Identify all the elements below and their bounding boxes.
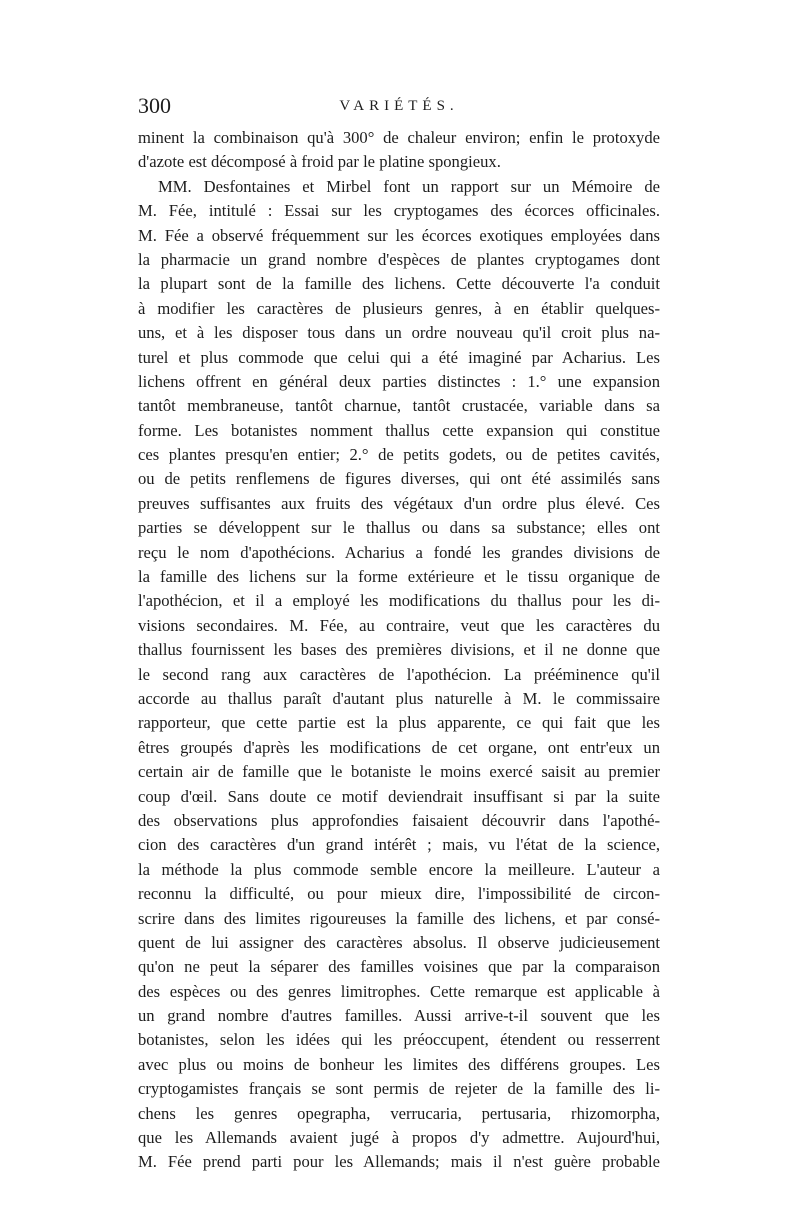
text-line: minent la combinaison qu'à 300° de chaleur environ; enfin le protoxyde [138, 128, 660, 147]
text-line: uns, et à les disposer tous dans un ordre nouveau qu'il croit plus na- [138, 323, 660, 343]
text-line: avec plus ou moins de bonheur les limites des différens groupes. Les [138, 1054, 660, 1074]
text-line: quent de lui assigner des caractères absolus. Il observe judicieusement [138, 932, 660, 952]
text-line: scrire dans des limites rigoureuses la famille des lichens, et par consé- [138, 908, 660, 928]
text-line: cryptogamistes français se sont permis de rejeter de la famille des li- [138, 1079, 660, 1099]
text-line: un grand nombre d'autres familles. Aussi arrive-t-il souvent que les [138, 1006, 660, 1026]
page-number: 300 [138, 93, 171, 118]
text-line: certain air de famille que le botaniste le moins exercé saisit au premier [138, 762, 660, 782]
text-line: tantôt membraneuse, tantôt charnue, tantôt crustacée, variable dans sa [138, 396, 660, 416]
text-line: rapporteur, que cette partie est la plus apparente, ce qui fait que les [138, 713, 660, 733]
text-line: cion des caractères d'un grand intérêt ; mais, vu l'état de la science, [138, 835, 660, 855]
text-line: le second rang aux caractères de l'apothécion. La prééminence qu'il [138, 664, 660, 684]
running-head: VARIÉTÉS. [339, 98, 459, 114]
text-line: des observations plus approfondies faisaient découvrir dans l'apothé- [138, 810, 660, 830]
text-line: lichens offrent en général deux parties distinctes : 1.° une expansion [138, 371, 660, 391]
text-line: parties se développent sur le thallus ou dans sa substance; elles ont [138, 518, 660, 538]
text-line: M. Fée prend parti pour les Allemands; mais il n'est guère probable [138, 1152, 660, 1172]
text-line: la pharmacie un grand nombre d'espèces de plantes cryptogames dont [138, 249, 660, 269]
text-line: d'azote est décomposé à froid par le platine spongieux. [138, 152, 501, 172]
text-line: à modifier les caractères de plusieurs genres, à en établir quelques- [138, 298, 660, 318]
text-line: turel et plus commode que celui qui a été imaginé par Acharius. Les [138, 347, 660, 367]
text-line: reconnu la difficulté, ou pour mieux dire, l'impossibilité de circon- [138, 884, 660, 904]
text-line: des espèces ou des genres limitrophes. Cette remarque est applicable à [138, 981, 660, 1001]
text-line: accorde au thallus paraît d'autant plus naturelle à M. le commissaire [138, 688, 660, 708]
text-line: ou de petits renflemens de figures diverses, qui ont été assimilés sans [138, 469, 660, 489]
text-line: thallus fournissent les bases des premières divisions, et il ne donne que [138, 640, 660, 660]
text-line: M. Fée, intitulé : Essai sur les cryptogames des écorces officinales. [138, 201, 660, 221]
text-line: la méthode la plus commode semble encore la meilleure. L'auteur a [138, 859, 660, 879]
text-line: la famille des lichens sur la forme extérieure et le tissu organique de [138, 567, 660, 587]
text-line: la plupart sont de la famille des lichens. Cette découverte l'a conduit [138, 274, 660, 294]
text-line: que les Allemands avaient jugé à propos d'y admettre. Aujourd'hui, [138, 1128, 660, 1148]
text-line: visions secondaires. M. Fée, au contraire, veut que les caractères du [138, 615, 660, 635]
text-line: preuves suffisantes aux fruits des végétaux d'un ordre plus élevé. Ces [138, 493, 660, 513]
text-line: botanistes, selon les idées qui les préoccupent, étendent ou resserrent [138, 1030, 660, 1050]
text-line: forme. Les botanistes nomment thallus cette expansion qui constitue [138, 420, 660, 440]
text-line: MM. Desfontaines et Mirbel font un rapport sur un Mémoire de [158, 176, 660, 196]
text-line: l'apothécion, et il a employé les modifications du thallus pour les di- [138, 591, 660, 611]
text-line: coup d'œil. Sans doute ce motif deviendrait insuffisant si par la suite [138, 786, 660, 806]
text-line: êtres groupés d'après les modifications de cet organe, ont entr'eux un [138, 737, 660, 757]
text-line: chens les genres opegrapha, verrucaria, pertusaria, rhizomorpha, [138, 1103, 660, 1123]
book-page [138, 92, 660, 1175]
text-line: qu'on ne peut la séparer des familles voisines que par la comparaison [138, 957, 660, 977]
text-line: reçu le nom d'apothécions. Acharius a fondé les grandes divisions de [138, 542, 660, 562]
text-line: M. Fée a observé fréquemment sur les écorces exotiques employées dans [138, 225, 660, 245]
text-line: ces plantes presqu'en entier; 2.° de petits godets, ou de petites cavités, [138, 445, 660, 465]
body-text [138, 126, 660, 1175]
page-header [138, 92, 660, 126]
